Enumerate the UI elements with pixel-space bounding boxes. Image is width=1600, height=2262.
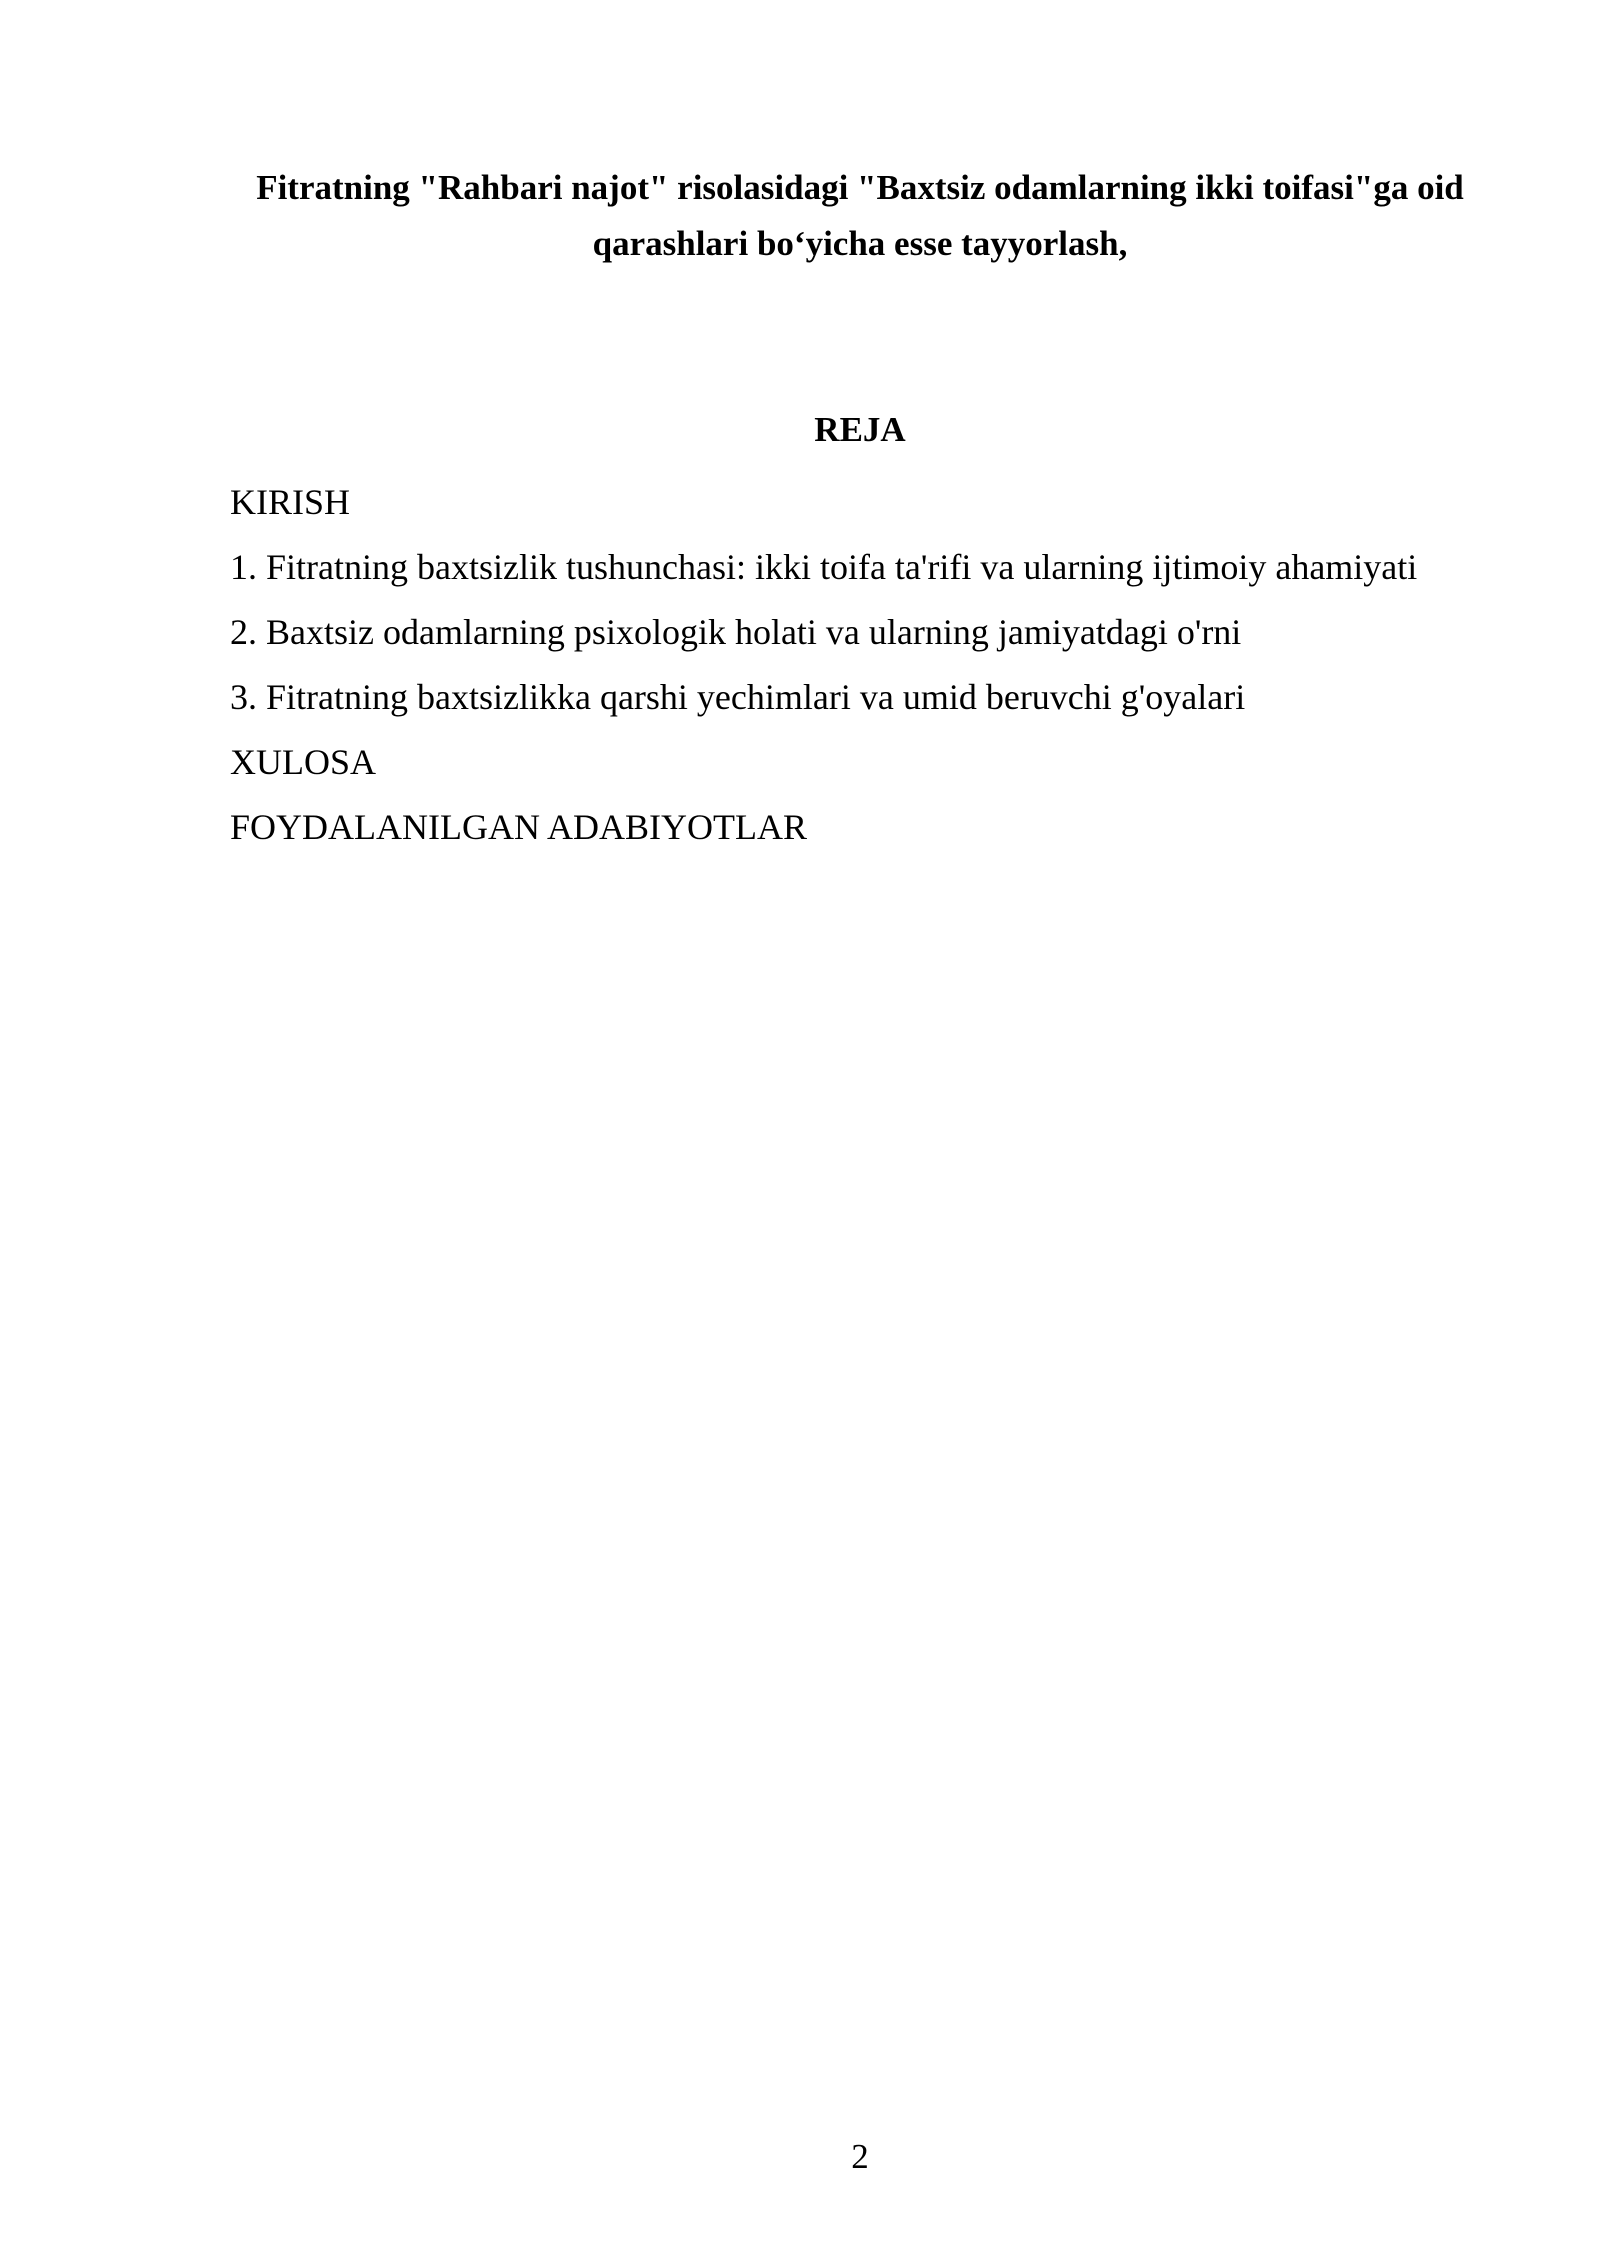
plan-item-3: 3. Fitratning baxtsizlikka qarshi yechimlari va umid beruvchi g'oyalari bbox=[230, 677, 1246, 717]
plan-item-references: FOYDALANILGAN ADABIYOTLAR bbox=[230, 807, 807, 847]
plan-item-introduction: KIRISH bbox=[230, 482, 351, 522]
plan-list bbox=[230, 470, 1530, 860]
plan-heading: REJA bbox=[814, 410, 906, 449]
document-title: Fitratning "Rahbari najot" risolasidagi "Baxtsiz odamlarning ikki toifasi"ga oid qarashlari bo‘yicha esse tayyorlash, bbox=[256, 168, 1464, 263]
plan-item-conclusion: XULOSA bbox=[230, 742, 377, 782]
plan-item-1: 1. Fitratning baxtsizlik tushunchasi: ikki toifa ta'rifi va ularning ijtimoiy ahamiyati bbox=[230, 547, 1418, 587]
plan-item-2: 2. Baxtsiz odamlarning psixologik holati va ularning jamiyatdagi o'rni bbox=[230, 612, 1242, 652]
page-number: 2 bbox=[851, 2137, 869, 2176]
